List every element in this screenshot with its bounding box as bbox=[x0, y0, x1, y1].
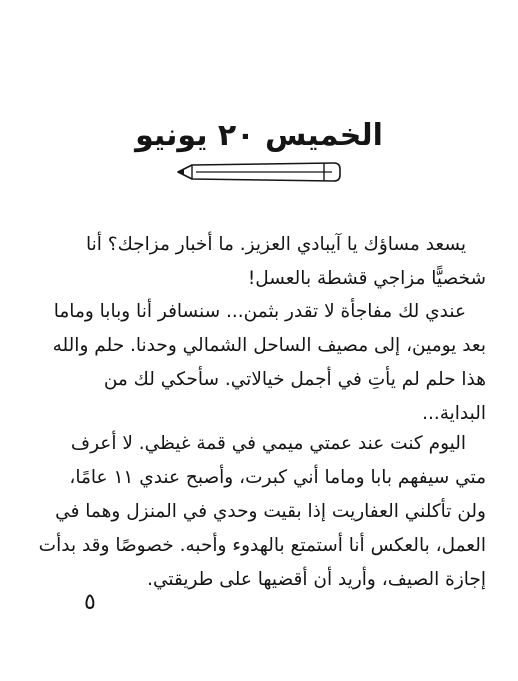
paragraph-story bbox=[38, 427, 486, 597]
page-number: ٥ bbox=[84, 590, 96, 615]
paragraph-text: اليوم كنت عند عمتي ميمي في قمة غيظي. لا أعرف متي سيفهم بابا وماما أني كبرت، وأصبح عندي ١١ عامًا، ولن تأكلني العفاريت إذا بقيت وحدي في المنزل وهما في العمل، بالعكس أنا أستمتع بالهدوء وأحبه. خصوصًا وقد بدأت إجازة الصيف، وأريد أن أقضيها على طريقتي. bbox=[38, 433, 486, 590]
paragraph-greeting bbox=[38, 228, 486, 296]
paragraph-text: يسعد مساؤك يا آيبادي العزيز. ما أخبار مزاجك؟ أنا شخصيًّا مزاجي قشطة بالعسل! bbox=[85, 234, 486, 289]
pencil-icon bbox=[174, 160, 344, 184]
paragraph-text: عندي لك مفاجأة لا تقدر بثمن... سنسافر أنا وبابا وماما بعد يومين، إلى مصيف الساحل الشمالي وحدنا. حلم والله هذا حلم لم يأتِ في أجمل خيالاتي. سأحكي لك من البداية... bbox=[52, 301, 486, 424]
paragraph-surprise bbox=[38, 295, 486, 431]
entry-date-title: الخميس ٢٠ يونيو bbox=[135, 118, 383, 153]
